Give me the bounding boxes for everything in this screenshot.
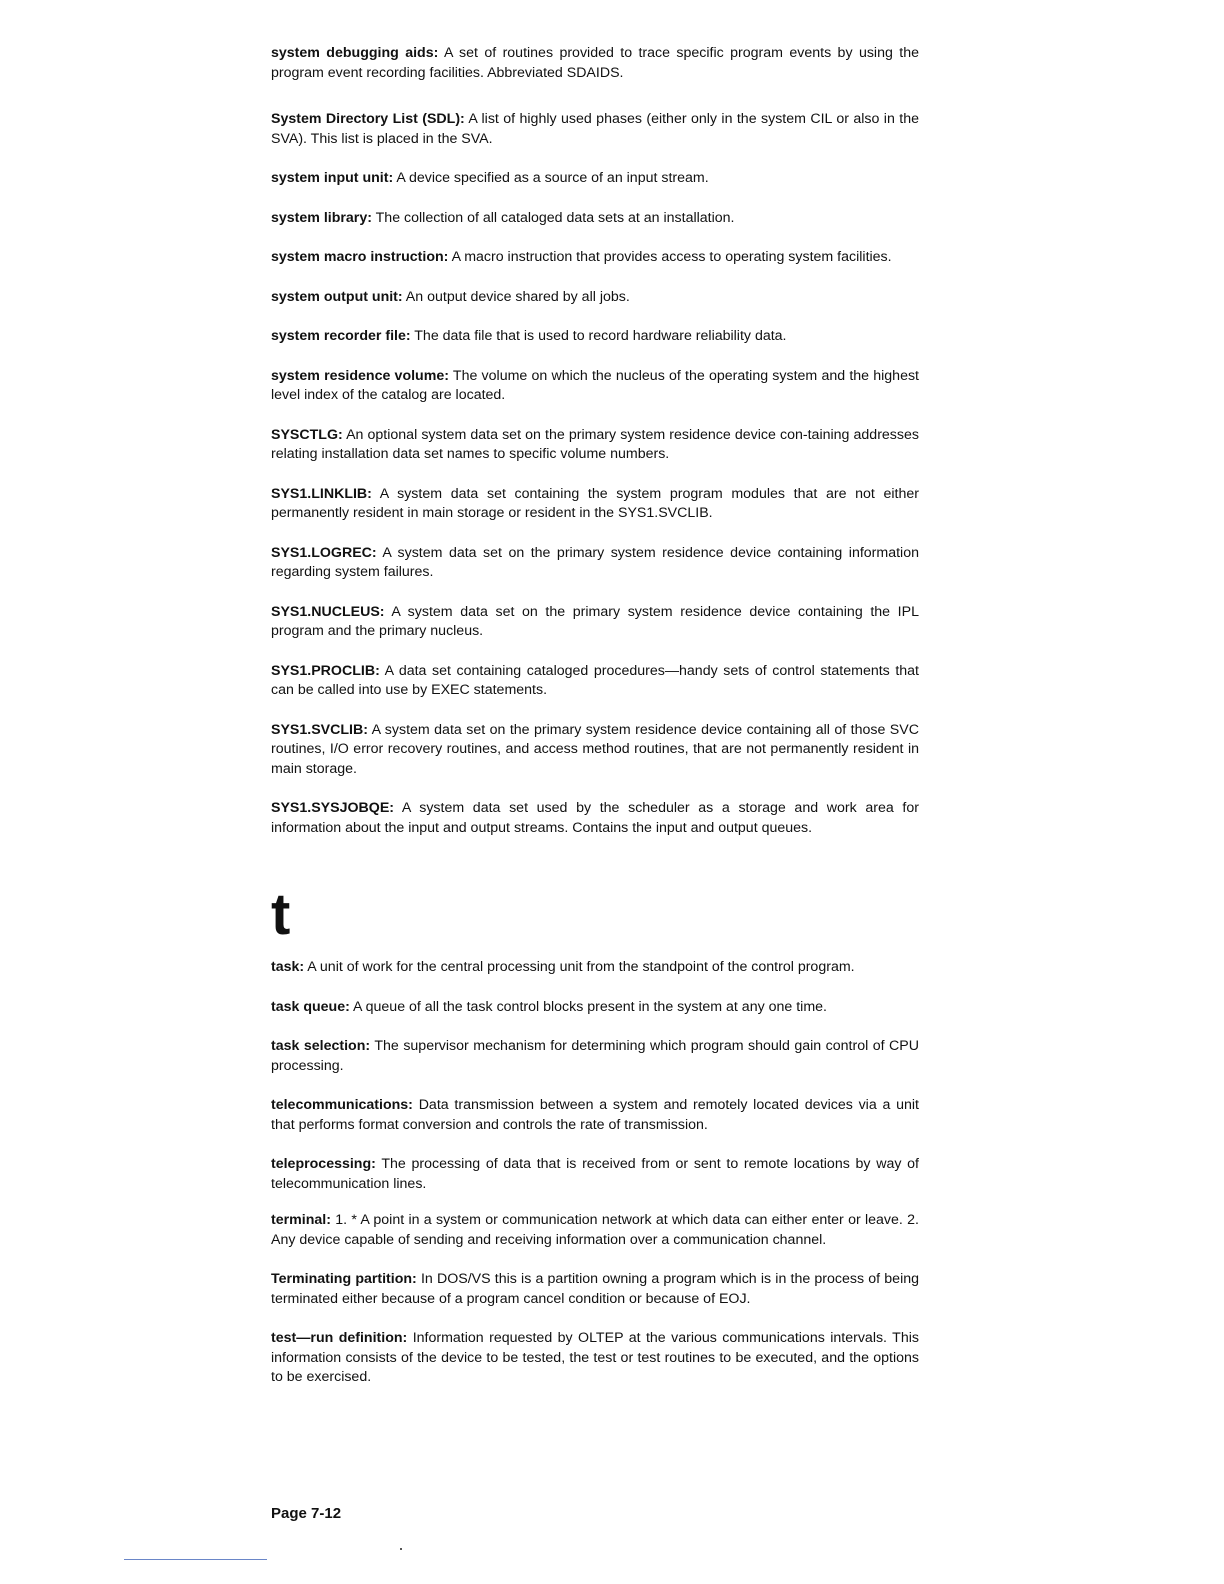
glossary-entry [271,426,919,465]
glossary-definition: An output device shared by all jobs. [405,288,630,305]
glossary-entry [271,169,919,189]
glossary-definition: A data set containing cataloged procedures—handy sets of control statements that can be called into use by EXEC statements. [271,662,919,698]
glossary-definition: Data transmission between a system and remotely located devices via a unit that performs format conversion and controls the rate of transmission. [271,1097,920,1133]
glossary-definition: A system data set used by the scheduler as a storage and work area for information about the input and output streams. Contains the input and output queues. [271,800,919,836]
glossary-entry [271,544,919,583]
glossary-term: telecommunications: [271,1097,413,1113]
glossary-definition: A macro instruction that provides access to operating system facilities. [451,249,892,265]
glossary-definition: An optional system data set on the primary system residence device con-taining addresses relating installation data set names to specific volume numbers. [271,426,919,462]
glossary-term: terminal: [271,1212,331,1228]
glossary-definition: A list of highly used phases (either only in the system CIL or also in the SVA). This list is placed in the SVA. [271,111,919,147]
glossary-term: teleprocessing: [271,1156,376,1172]
scan-speck [400,1548,402,1550]
glossary-term: SYS1.LOGREC: [271,544,377,561]
glossary-definition: The processing of data that is received from or sent to remote locations by way of telecommunication lines. [271,1156,920,1192]
glossary-entry [271,998,919,1018]
glossary-entry [271,44,919,83]
glossary-entry [271,1037,919,1076]
glossary-term: system macro instruction: [271,249,449,265]
glossary-entry [271,1211,919,1250]
glossary-term: system debugging aids: [271,45,439,61]
glossary-definition: A system data set containing the system program modules that are not either permanently resident in main storage or resident in the SYS1.SVCLIB. [271,485,919,521]
glossary-term: Terminating partition: [271,1271,417,1287]
glossary-definition: The collection of all cataloged data sets at an installation. [375,209,735,226]
glossary-term: SYS1.SYSJOBQE: [271,800,395,816]
glossary-entry [271,1155,919,1194]
glossary-term: SYS1.LINKLIB: [271,485,372,502]
glossary-definition: The supervisor mechanism for determining which program should gain control of CPU processing. [271,1038,920,1074]
glossary-entry [271,288,919,308]
glossary-entry [271,603,919,642]
glossary-definition: A queue of all the task control blocks present in the system at any one time. [353,998,827,1015]
glossary-entry [271,327,919,347]
glossary-entry [271,721,919,780]
glossary-definition: Information requested by OLTEP at the various communications intervals. This information consists of the device to be tested, the test or test routines to be executed, and the options to be exercised. [271,1330,919,1385]
glossary-entry [271,248,919,268]
glossary-entry [271,1329,919,1388]
glossary-entry [271,209,919,229]
glossary-definition: 1. * A point in a system or communication network at which data can either enter or leave. 2. Any device capable of sending and receiving information over a communication channel. [271,1212,919,1248]
glossary-entry [271,1096,919,1135]
glossary-definition: In DOS/VS this is a partition owning a program which is in the process of being terminated either because of a program cancel condition or because of EOJ. [271,1271,919,1307]
glossary-page [271,44,919,1388]
glossary-term: SYS1.NUCLEUS: [271,603,385,620]
glossary-definition: A unit of work for the central processing unit from the standpoint of the control program. [307,959,855,975]
glossary-definition: The volume on which the nucleus of the operating system and the highest level index of the catalog are located. [271,367,919,403]
glossary-entry [271,958,919,978]
glossary-term: task selection: [271,1038,371,1054]
glossary-definition: A device specified as a source of an input stream. [396,170,709,186]
glossary-term: system residence volume: [271,367,449,384]
glossary-definition: A system data set on the primary system residence device containing the IPL program and the primary nucleus. [271,603,919,639]
glossary-term: task: [271,959,305,975]
glossary-term: System Directory List (SDL): [271,111,465,127]
page-number: Page 7-12 [271,1505,342,1522]
glossary-term: SYS1.SVCLIB: [271,721,368,738]
glossary-entry [271,1270,919,1309]
glossary-entry [271,367,919,406]
glossary-entry [271,485,919,524]
glossary-term: SYSCTLG: [271,426,343,443]
glossary-definition: A set of routines provided to trace specific program events by using the program event recording facilities. Abbreviated SDAIDS. [271,45,919,81]
section-letter-heading: t [271,882,291,947]
glossary-entry [271,110,919,149]
glossary-term: test—run definition: [271,1330,408,1346]
divider [124,1559,267,1560]
glossary-term: system library: [271,209,372,226]
glossary-entry [271,799,919,838]
glossary-definition: A system data set on the primary system residence device containing all of those SVC routines, I/O error recovery routines, and access method routines, that are not permanently resident in main storage. [271,721,919,777]
glossary-term: SYS1.PROCLIB: [271,662,380,679]
glossary-definition: The data file that is used to record hardware reliability data. [414,328,787,344]
glossary-term: system input unit: [271,170,394,186]
glossary-term: system recorder file: [271,328,411,344]
glossary-entry [271,662,919,701]
glossary-term: task queue: [271,998,350,1015]
glossary-definition: A system data set on the primary system residence device containing information regarding system failures. [271,544,919,580]
glossary-term: system output unit: [271,288,403,305]
